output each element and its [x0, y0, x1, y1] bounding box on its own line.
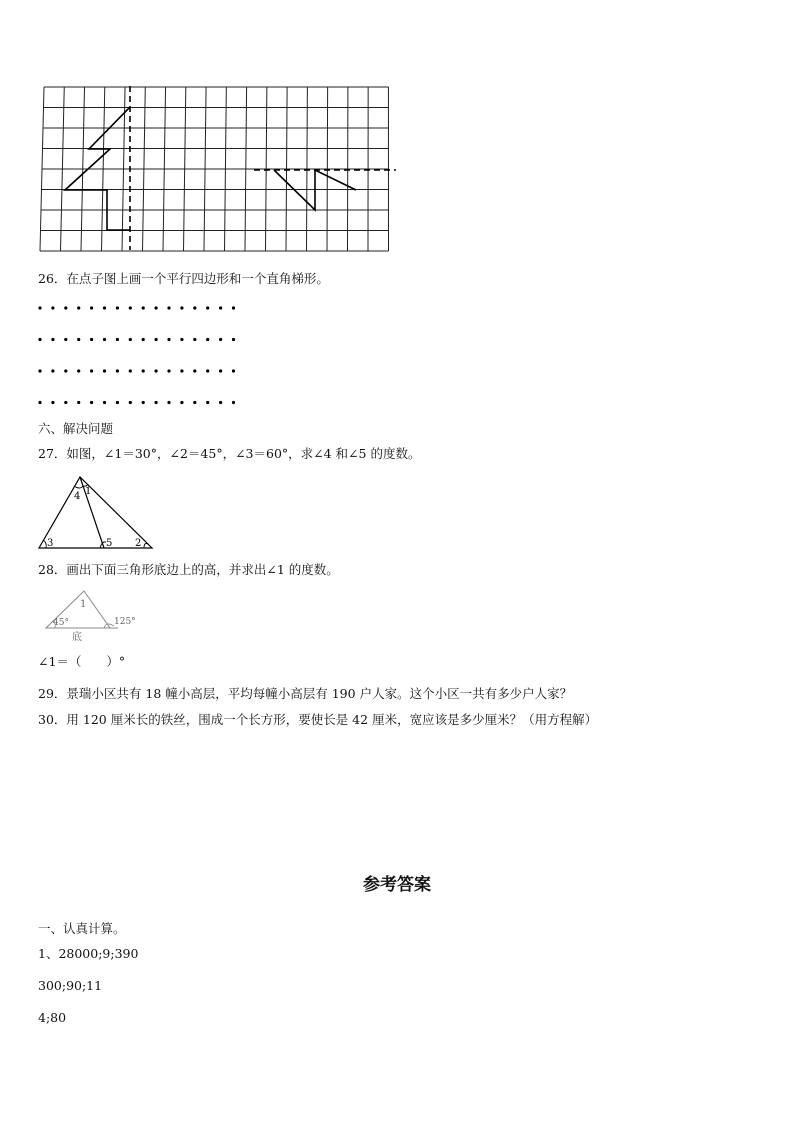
angle-label-2: 2: [135, 538, 142, 549]
angle-125-label: 125°: [114, 617, 136, 627]
grid-dot: [193, 401, 196, 404]
grid-dot: [180, 338, 183, 341]
grid-dot: [193, 306, 196, 309]
angle-label-5: 5: [106, 538, 113, 549]
answers-section-1: 一、认真计算。: [38, 921, 126, 936]
grid-dot: [142, 338, 145, 341]
grid-dot: [219, 338, 222, 341]
grid-dot: [155, 338, 158, 341]
grid-dot: [103, 338, 106, 341]
question-26: 26．在点子图上画一个平行四边形和一个直角梯形。: [38, 271, 329, 286]
grid-dot: [129, 401, 132, 404]
grid-dot: [232, 401, 235, 404]
grid-dot: [116, 401, 119, 404]
grid-dot: [38, 401, 41, 404]
question-28: 28．画出下面三角形底边上的高，并求出∠1 的度数。: [38, 562, 339, 577]
grid-dot: [142, 401, 145, 404]
grid-dot: [77, 369, 80, 372]
grid-dot: [64, 338, 67, 341]
grid-dot: [193, 338, 196, 341]
grid-dot: [116, 369, 119, 372]
grid-dot: [167, 401, 170, 404]
grid-dot: [64, 401, 67, 404]
grid-dot: [155, 401, 158, 404]
grid-dot: [219, 306, 222, 309]
grid-dot: [142, 306, 145, 309]
grid-dot: [64, 306, 67, 309]
grid-dot: [51, 306, 54, 309]
grid-dot: [180, 306, 183, 309]
grid-dot: [219, 369, 222, 372]
angle-1-label: 1: [80, 599, 87, 610]
grid-dot: [38, 369, 41, 372]
grid-dot: [64, 369, 67, 372]
answer-line-1: 1、28000;9;390: [38, 946, 139, 961]
section-6-title: 六、解决问题: [38, 421, 114, 436]
grid-dot: [206, 369, 209, 372]
grid-dot: [116, 338, 119, 341]
grid-dot: [38, 338, 41, 341]
answer-line-3: 4;80: [38, 1010, 67, 1025]
grid-dot: [90, 338, 93, 341]
grid-dot: [51, 401, 54, 404]
question-30: 30．用 120 厘米长的铁丝，围成一个长方形，要使长是 42 厘米，宽应该是多少厘米？（用方程解）: [38, 712, 598, 727]
grid-dot: [103, 306, 106, 309]
question-29: 29．景瑞小区共有 18 幢小高层，平均每幢小高层有 190 户人家。这个小区一共有多少户人家？: [38, 686, 573, 701]
grid-dot: [129, 306, 132, 309]
answers-title: 参考答案: [363, 875, 431, 895]
grid-dot: [142, 369, 145, 372]
angle-label-4: 4: [74, 491, 81, 502]
grid-dot: [167, 338, 170, 341]
grid-dot: [51, 338, 54, 341]
grid-dot: [193, 369, 196, 372]
grid-dot: [77, 401, 80, 404]
grid-dot: [51, 369, 54, 372]
grid-dot: [219, 401, 222, 404]
grid-dot: [90, 306, 93, 309]
grid-dot: [38, 306, 41, 309]
grid-dot: [232, 338, 235, 341]
grid-dot: [90, 401, 93, 404]
grid-dot: [232, 306, 235, 309]
grid-dot: [206, 338, 209, 341]
grid-dot: [180, 369, 183, 372]
grid-dot: [77, 306, 80, 309]
angle-label-1: 1: [85, 486, 92, 497]
angle-label-3: 3: [47, 538, 54, 549]
grid-dot: [155, 306, 158, 309]
grid-dot: [167, 306, 170, 309]
grid-dot: [90, 369, 93, 372]
symmetry-grid-figure: [38, 86, 398, 254]
triangle-figure-28: [40, 588, 144, 644]
grid-dot: [129, 338, 132, 341]
grid-dot: [180, 401, 183, 404]
grid-dot: [129, 369, 132, 372]
dot-grid: [36, 304, 246, 410]
grid-dot: [167, 369, 170, 372]
grid-dot: [103, 369, 106, 372]
question-27: 27．如图，∠1＝30°，∠2＝45°，∠3＝60°，求∠4 和∠5 的度数。: [38, 446, 421, 461]
grid-dot: [206, 401, 209, 404]
answer-line-2: 300;90;11: [38, 978, 103, 993]
grid-dot: [103, 401, 106, 404]
answer-line-28: ∠1＝（ ）°: [38, 654, 126, 669]
base-label: 底: [72, 632, 82, 643]
grid-dot: [116, 306, 119, 309]
triangle-figure-27: [36, 474, 158, 554]
grid-dot: [232, 369, 235, 372]
grid-dot: [155, 369, 158, 372]
grid-dot: [77, 338, 80, 341]
grid-dot: [206, 306, 209, 309]
angle-45-label: 45°: [53, 618, 69, 628]
